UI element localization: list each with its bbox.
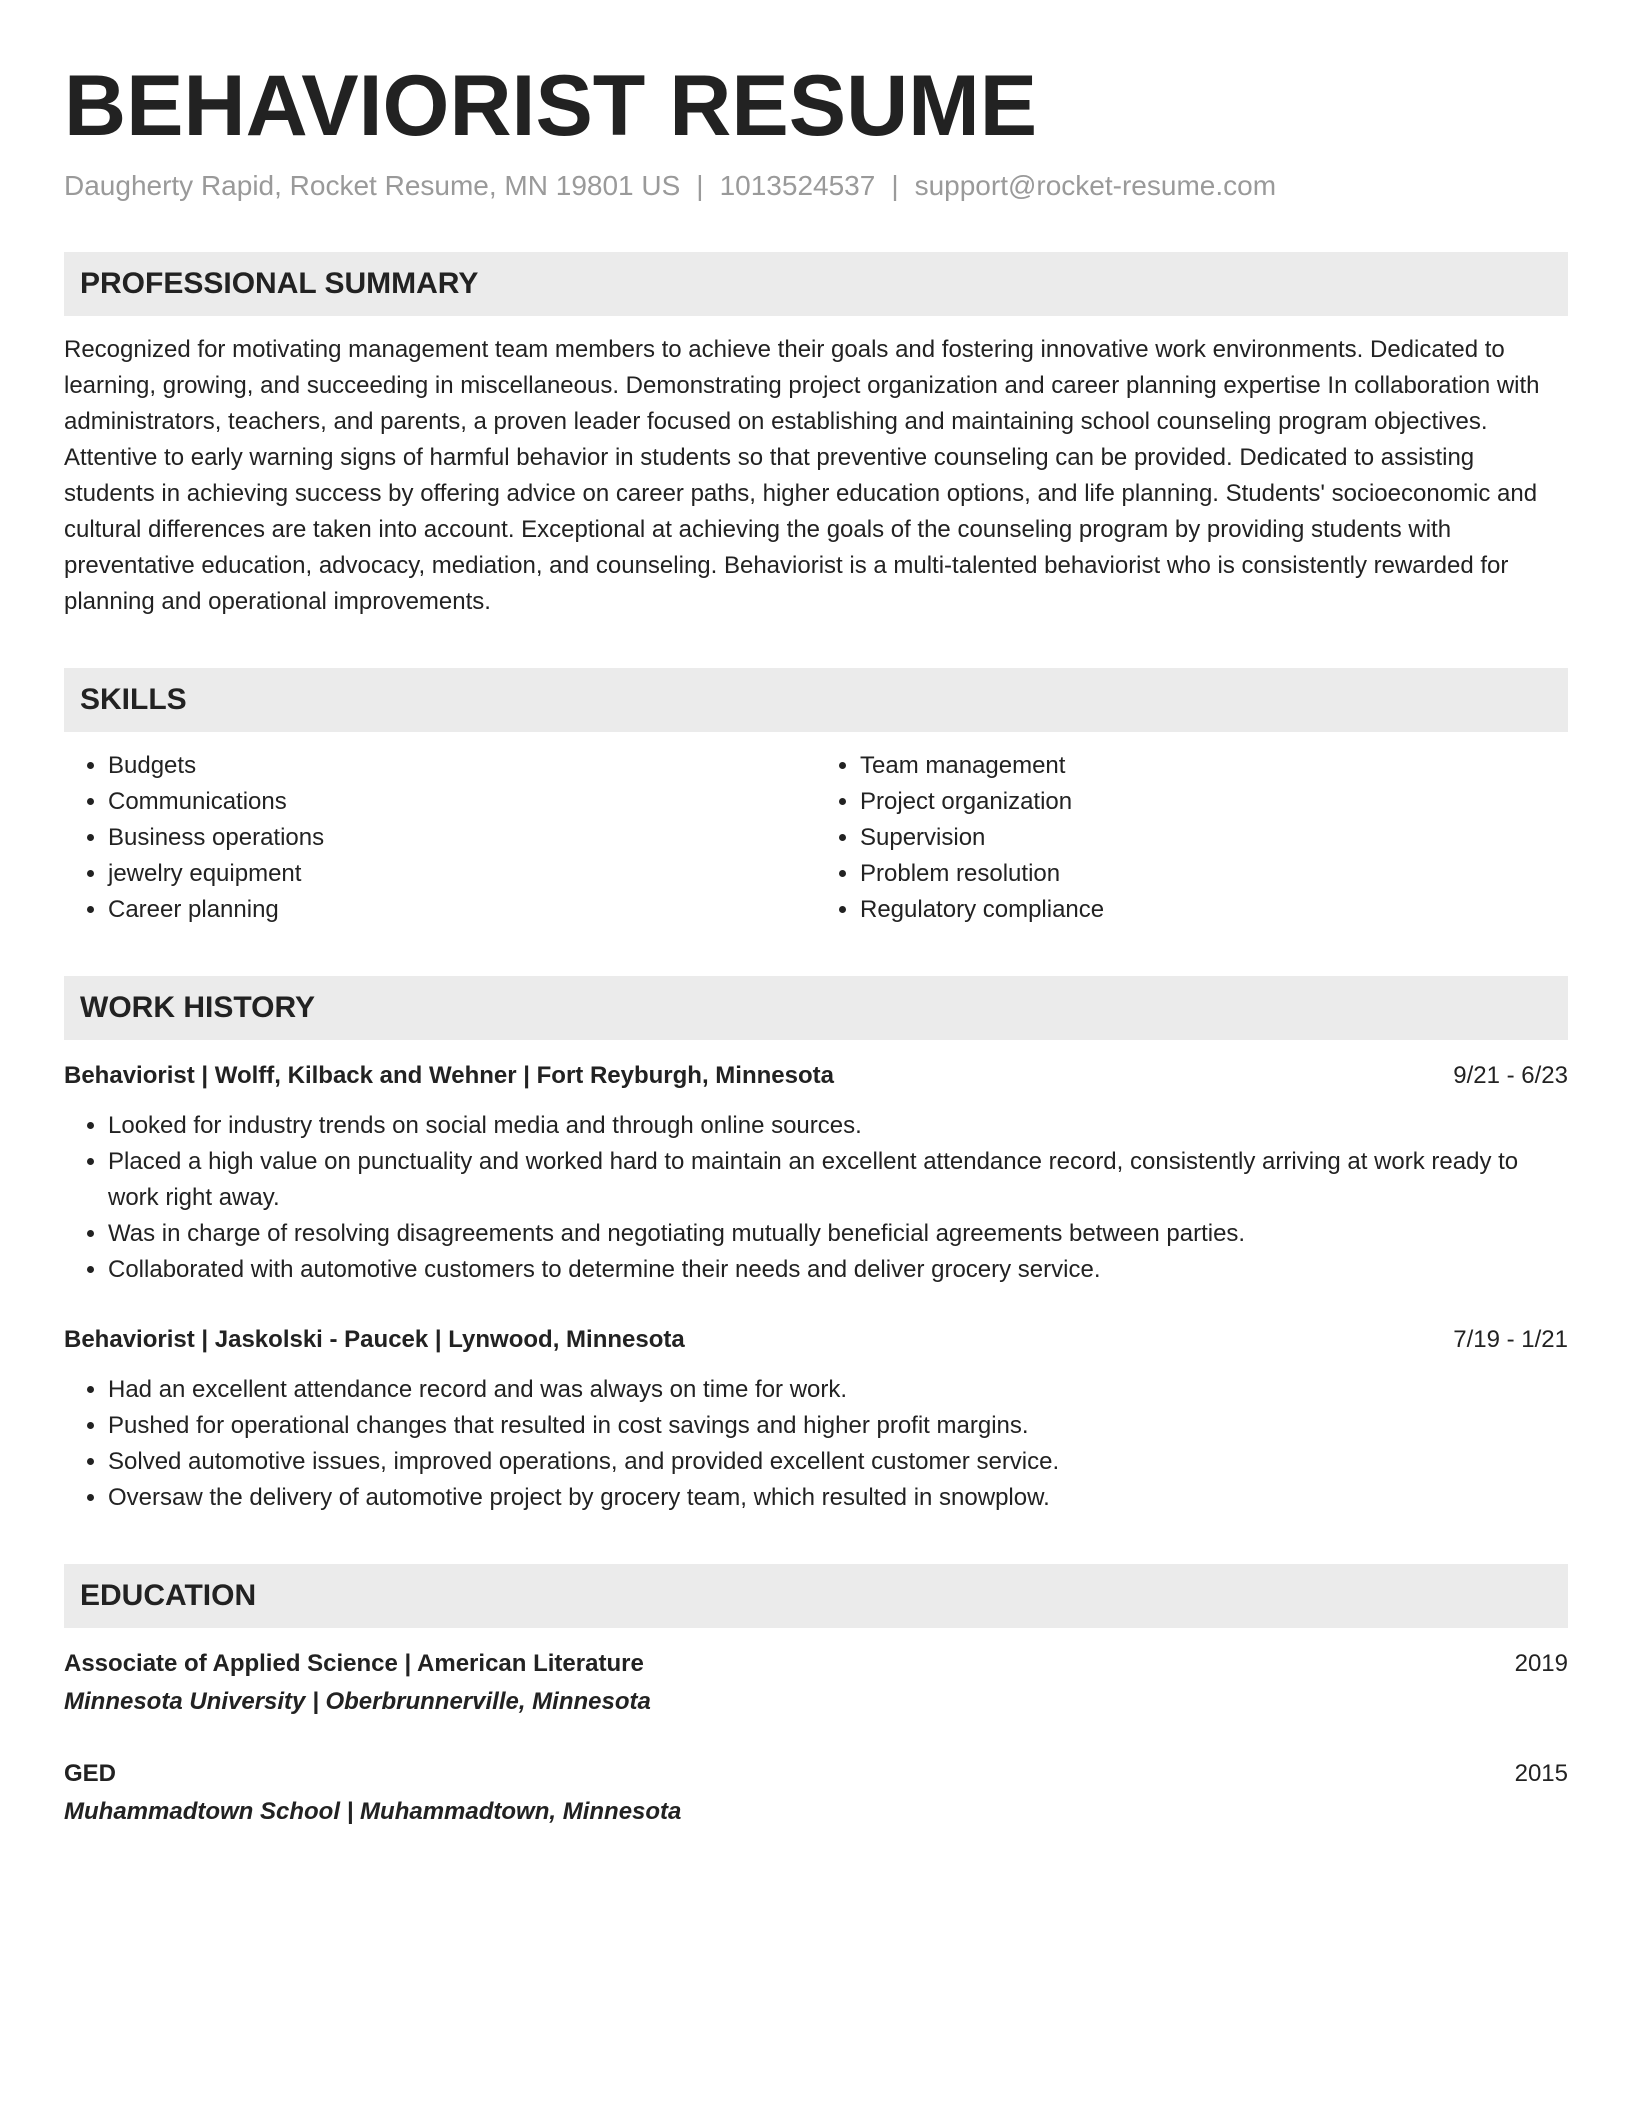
job-dates: 9/21 - 6/23: [1453, 1062, 1568, 1089]
job-bullet: • Solved automotive issues, improved operations, and provided excellent customer service.: [108, 1444, 1568, 1480]
section-header-summary: PROFESSIONAL SUMMARY: [64, 252, 1568, 316]
contact-email: support@rocket-resume.com: [914, 170, 1277, 201]
contact-address: Daugherty Rapid, Rocket Resume, MN 19801 US: [64, 170, 681, 201]
education-school: Minnesota University | Oberbrunnerville, Minnesota: [64, 1688, 651, 1715]
job-bullet: • Pushed for operational changes that resulted in cost savings and higher profit margins.: [108, 1408, 1568, 1444]
education-year: 2019: [1514, 1650, 1568, 1677]
job-bullet: • Had an excellent attendance record and was always on time for work.: [108, 1372, 1568, 1408]
skills-column-left: [64, 748, 816, 928]
job-entry: [64, 1322, 1568, 1516]
job-bullet: • Oversaw the delivery of automotive project by grocery team, which resulted in snowplow.: [108, 1480, 1568, 1516]
skills-list: [64, 748, 1568, 928]
job-dates: 7/19 - 1/21: [1453, 1326, 1568, 1353]
job-bullet: • Collaborated with automotive customers to determine their needs and deliver grocery service.: [108, 1252, 1568, 1288]
skill-item: • Project organization: [860, 784, 1568, 820]
skill-item: • Supervision: [860, 820, 1568, 856]
job-header: [64, 1058, 1568, 1094]
skill-item: • Career planning: [108, 892, 816, 928]
resume-title: BEHAVIORIST RESUME: [64, 58, 1038, 154]
job-title: Behaviorist | Wolff, Kilback and Wehner | Fort Reyburgh, Minnesota: [64, 1062, 834, 1089]
education-school: Muhammadtown School | Muhammadtown, Minnesota: [64, 1798, 682, 1825]
education-entry: [64, 1756, 1568, 1832]
education-degree: Associate of Applied Science | American Literature: [64, 1650, 644, 1677]
summary-text: Recognized for motivating management team members to achieve their goals and fostering innovative work environments. Dedicated to learning, growing, and succeeding in miscellaneous. Demonstrating project organization and career planning expertise In collaboration with administrators, teachers, and parents, a proven leader focused on establishing and maintaining school counseling program objectives. Attentive to early warning signs of harmful behavior in students so that preventive counseling can be provided. Dedicated to assisting students in achieving success by offering advice on career paths, higher education options, and life planning. Students' socioeconomic and cultural differences are taken into account. Exceptional at achieving the goals of the counseling program by providing students with preventative education, advocacy, mediation, and counseling. Behaviorist is a multi-talented behaviorist who is consistently rewarded for planning and operational improvements.: [64, 336, 1540, 615]
skill-item: • Team management: [860, 748, 1568, 784]
job-bullet: • Placed a high value on punctuality and worked hard to maintain an excellent attendance record, consistently arriving at work ready to work right away.: [108, 1144, 1568, 1216]
job-entry: [64, 1058, 1568, 1288]
job-bullets: [64, 1108, 1568, 1288]
education-header: [64, 1756, 1568, 1792]
education-year: 2015: [1514, 1760, 1568, 1787]
education-degree: GED: [64, 1760, 117, 1787]
skills-column-right: [816, 748, 1568, 928]
education-entry: [64, 1646, 1568, 1722]
contact-phone: 1013524537: [719, 170, 876, 201]
job-bullet: • Looked for industry trends on social media and through online sources.: [108, 1108, 1568, 1144]
contact-line: [64, 168, 1568, 204]
job-title: Behaviorist | Jaskolski - Paucek | Lynwood, Minnesota: [64, 1326, 685, 1353]
job-bullet: • Was in charge of resolving disagreements and negotiating mutually beneficial agreements between parties.: [108, 1216, 1568, 1252]
education-header: [64, 1646, 1568, 1682]
contact-separator: |: [891, 170, 899, 201]
contact-separator: |: [696, 170, 704, 201]
job-bullets: [64, 1372, 1568, 1516]
job-header: [64, 1322, 1568, 1358]
skill-item: • Communications: [108, 784, 816, 820]
section-header-work: WORK HISTORY: [64, 976, 1568, 1040]
section-header-skills: SKILLS: [64, 668, 1568, 732]
skill-item: • Problem resolution: [860, 856, 1568, 892]
skill-item: • Business operations: [108, 820, 816, 856]
section-header-education: EDUCATION: [64, 1564, 1568, 1628]
skill-item: • jewelry equipment: [108, 856, 816, 892]
skill-item: • Budgets: [108, 748, 816, 784]
skill-item: • Regulatory compliance: [860, 892, 1568, 928]
